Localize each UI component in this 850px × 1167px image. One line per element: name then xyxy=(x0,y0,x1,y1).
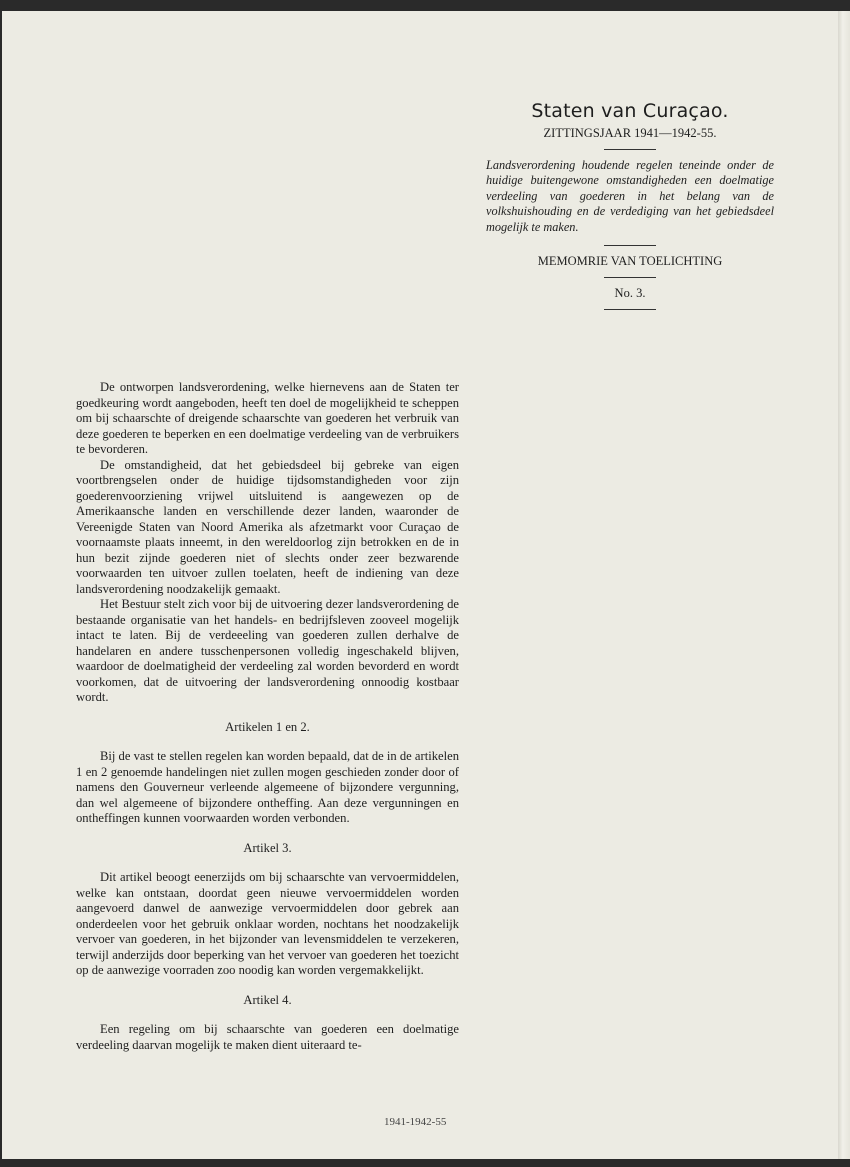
section-heading: Artikel 4. xyxy=(243,992,292,1007)
paragraph: De ontworpen landsverordening, welke hiernevens aan de Staten ter goedkeuring wordt aangeboden, heeft ten doel de mogelijkheid te scheppen om bij schaarschte of dreigende schaarschte van goederen het verbruik van deze goederen te beperken en een doelmatige verdeeling van de verbruikers te bevorderen. xyxy=(76,380,459,456)
page-edge xyxy=(838,11,850,1159)
section-heading: Artikelen 1 en 2. xyxy=(225,719,310,734)
memo-title: MEMOMRIE VAN TOELICHTING xyxy=(537,254,723,269)
document-number: No. 3. xyxy=(614,286,646,301)
document-body xyxy=(76,380,459,1053)
divider xyxy=(604,277,656,278)
paragraph: Het Bestuur stelt zich voor bij de uitvoering dezer landsverordening de bestaande organisatie van het handels- en bedrijfsleven zooveel mogelijk intact te laten. Bij de verdeeeling van goederen zullen derhalve de handelaren en andere tusschenpersonen volledig ingeschakeld blijven, waardoor de doelmatigheid der verdeeling zal worden bevorderd en wordt voorkomen, dat de uitvoering der landsverordening onnoodig kostbaar wordt. xyxy=(76,597,459,704)
paragraph: De omstandigheid, dat het gebiedsdeel bij gebreke van eigen voortbrengselen onder de huidige tijdsomstandigheden voor zijn goederenvoorziening vrijwel uitsluitend is aangewezen op de Amerikaansche landen en verschillende dezer landen, waaronder de Vereenigde Staten van Noord Amerika als afzetmarkt voor Curaçao de voornaamste plaats inneemt, in den wereldoorlog zijn betrokken en de in hun bezit zijnde goederen niet of slechts onder zeer bezwarende voorwaarden ten uitvoer zullen toelaten, heeft de indiening van deze landsverordening noodzakelijk gemaakt. xyxy=(76,457,459,596)
document-header xyxy=(486,100,774,318)
paragraph: Dit artikel beoogt eenerzijds om bij schaarschte van vervoermiddelen, welke kan ontstaan, doordat geen nieuwe vervoermiddelen worden aangevoerd danwel de aanwezige vervoermiddelen door gebrek aan onderdeelen voor het gebruik onklaar worden, nochtans het noodzakelijk vervoer van goederen, in het bijzonder van levensmiddelen te verzekeren, terwijl anderzijds door beperking van het vervoer van goederen het toezicht op de aanwezige voorraden zoo noodig kan worden vergemakkelijkt. xyxy=(76,870,459,977)
section-heading: Artikel 3. xyxy=(243,840,292,855)
document-title: Staten van Curaçao. xyxy=(531,100,729,122)
page-footer: 1941-1942-55 xyxy=(384,1116,447,1128)
subject-text: Landsverordening houdende regelen teneinde onder de huidige buitengewone omstandigheden een doelmatige verdeeling van goederen in het belang van de volkshuishouding en de verdediging van het gebiedsdeel mogelijk te maken. xyxy=(486,158,774,234)
divider xyxy=(604,149,656,150)
paragraph: Een regeling om bij schaarschte van goederen een doelmatige verdeeling daarvan mogelijk te maken dient uiteraard te- xyxy=(76,1022,459,1052)
divider xyxy=(604,245,656,246)
paragraph: Bij de vast te stellen regelen kan worden bepaald, dat de in de artikelen 1 en 2 genoemde handelingen niet zullen mogen geschieden zonder door of namens den Gouverneur verleende algemeene of bijzondere vergunning, dan wel algemeene of bijzondere ontheffing. Aan deze vergunningen en ontheffingen kunnen voorwaarden worden verbonden. xyxy=(76,749,459,825)
divider xyxy=(604,309,656,310)
session-year: ZITTINGSJAAR 1941—1942-55. xyxy=(543,126,717,140)
